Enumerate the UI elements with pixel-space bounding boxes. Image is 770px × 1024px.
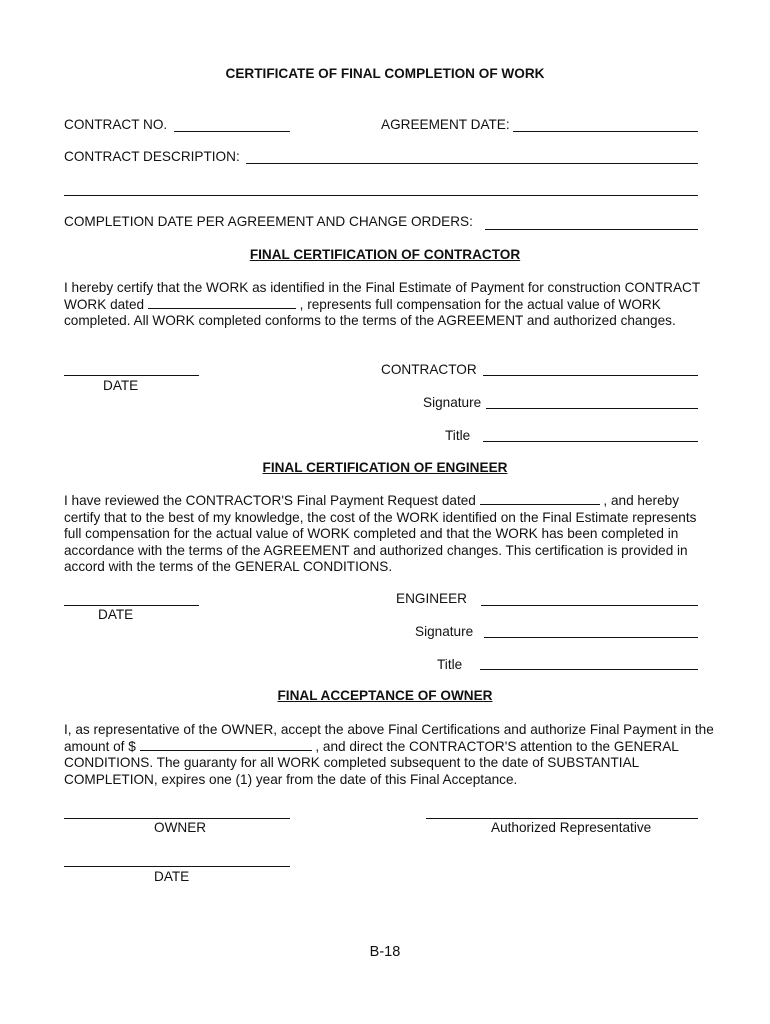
- payment-request-dated-field[interactable]: [480, 493, 600, 505]
- contract-no-label: CONTRACT NO.: [64, 117, 168, 132]
- engineer-date-label: DATE: [98, 607, 134, 622]
- contractor-para-text-2: , represents full compensation for the actual value of WORK completed. All WORK completed conforms to the terms of the AGREEMENT and authorized changes.: [64, 296, 676, 328]
- contract-description-field-2[interactable]: [64, 195, 698, 196]
- owner-para-text-1: I, as representative of the OWNER, accept the above Final Certifications and authorize Final Payment in the amount of $: [64, 722, 714, 754]
- contract-description-field[interactable]: [246, 163, 698, 164]
- page-title: CERTIFICATE OF FINAL COMPLETION OF WORK: [225, 66, 545, 81]
- engineer-para-text-2: , and hereby certify that to the best of my knowledge, the cost of the WORK identified on the Final Estimate represents full compensation for the actual value of WORK completed and that the WORK has been completed in accordance with the terms of the AGREEMENT and authorized changes. This certification is provided in accord with the terms of the GENERAL CONDITIONS.: [64, 493, 697, 574]
- engineer-title-field[interactable]: [480, 669, 698, 670]
- engineer-title-label: Title: [437, 657, 463, 672]
- owner-signature-field[interactable]: [64, 818, 290, 819]
- owner-heading: FINAL ACCEPTANCE OF OWNER: [277, 688, 493, 703]
- engineer-signature-label: Signature: [415, 624, 474, 639]
- contractor-name-field[interactable]: [483, 375, 698, 376]
- engineer-heading: FINAL CERTIFICATION OF ENGINEER: [262, 460, 508, 475]
- contractor-signature-field[interactable]: [486, 408, 698, 409]
- authorized-representative-label: Authorized Representative: [491, 820, 652, 835]
- authorized-representative-field[interactable]: [426, 818, 698, 819]
- contractor-date-label: DATE: [103, 378, 139, 393]
- owner-para-text-2: , and direct the CONTRACTOR'S attention to the GENERAL CONDITIONS. The guaranty for all WORK completed subsequent to the date of SUBSTANTIAL COMPLETION, expires one (1) year from the date of this Final Acceptance.: [64, 738, 679, 787]
- contract-no-field[interactable]: [174, 131, 290, 132]
- engineer-signature-field[interactable]: [484, 637, 698, 638]
- owner-date-label: DATE: [154, 869, 190, 884]
- engineer-name-field[interactable]: [481, 605, 698, 606]
- completion-date-field[interactable]: [485, 229, 698, 230]
- engineer-paragraph: [64, 493, 714, 576]
- owner-label: OWNER: [154, 820, 207, 835]
- contractor-heading: FINAL CERTIFICATION OF CONTRACTOR: [249, 247, 521, 262]
- contractor-label: CONTRACTOR: [381, 362, 477, 377]
- page-number: B-18: [369, 944, 401, 960]
- agreement-date-field[interactable]: [513, 131, 698, 132]
- owner-date-field[interactable]: [64, 866, 290, 867]
- contractor-title-label: Title: [445, 428, 471, 443]
- contractor-date-field[interactable]: [64, 375, 199, 376]
- contractor-title-field[interactable]: [483, 441, 698, 442]
- engineer-para-text-1: I have reviewed the CONTRACTOR'S Final Payment Request dated: [64, 493, 476, 508]
- contract-description-label: CONTRACT DESCRIPTION:: [64, 149, 240, 164]
- contractor-para-text-1: I hereby certify that the WORK as identified in the Final Estimate of Payment for construction CONTRACT WORK dated: [64, 280, 700, 312]
- contract-work-dated-field[interactable]: [148, 297, 296, 309]
- payment-amount-field[interactable]: [140, 739, 312, 751]
- agreement-date-label: AGREEMENT DATE:: [381, 117, 510, 132]
- contractor-paragraph: [64, 280, 714, 330]
- engineer-label: ENGINEER: [396, 591, 468, 606]
- completion-date-label: COMPLETION DATE PER AGREEMENT AND CHANGE ORDERS:: [64, 214, 473, 229]
- owner-paragraph: [64, 722, 714, 788]
- engineer-date-field[interactable]: [64, 605, 199, 606]
- contractor-signature-label: Signature: [423, 395, 482, 410]
